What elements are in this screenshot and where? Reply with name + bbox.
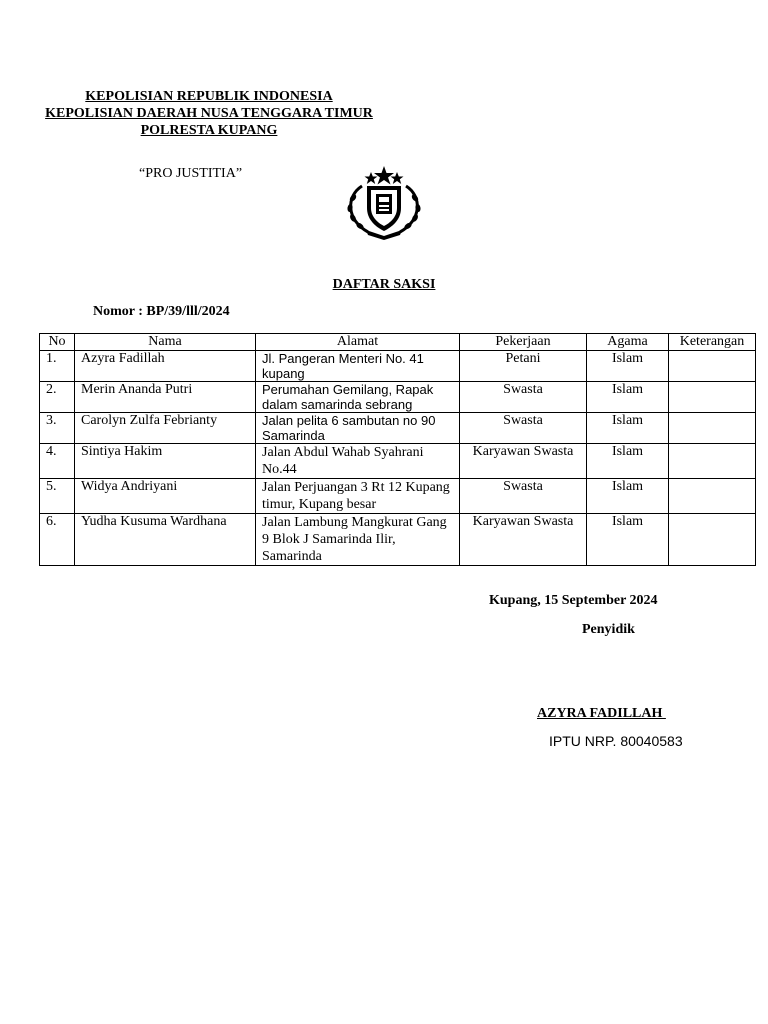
cell-pekerjaan: Swasta: [460, 382, 587, 413]
signatory-name: AZYRA FADILLAH: [537, 706, 666, 721]
table-row: [40, 479, 756, 514]
column-header-pekerjaan: Pekerjaan: [460, 334, 587, 351]
cell-pekerjaan: Karyawan Swasta: [460, 514, 587, 566]
cell-alamat: Jalan Lambung Mangkurat Gang 9 Blok J Samarinda Ilir, Samarinda: [256, 514, 460, 566]
cell-pekerjaan: Petani: [460, 351, 587, 382]
cell-pekerjaan: Karyawan Swasta: [460, 444, 587, 479]
cell-keterangan: [669, 514, 756, 566]
cell-agama: Islam: [587, 382, 669, 413]
cell-agama: Islam: [587, 514, 669, 566]
column-header-keterangan: Keterangan: [669, 334, 756, 351]
cell-no: 1.: [40, 351, 75, 382]
witness-table: [39, 333, 756, 566]
cell-alamat: Jalan Perjuangan 3 Rt 12 Kupang timur, Kupang besar: [256, 479, 460, 514]
cell-keterangan: [669, 413, 756, 444]
cell-nama: Merin Ananda Putri: [75, 382, 256, 413]
header-line-3: POLRESTA KUPANG: [140, 123, 278, 138]
cell-nama: Widya Andriyani: [75, 479, 256, 514]
signatory-rank: IPTU NRP. 80040583: [549, 733, 683, 749]
column-header-alamat: Alamat: [256, 334, 460, 351]
cell-keterangan: [669, 351, 756, 382]
table-header-row: [40, 334, 756, 351]
column-header-no: No: [40, 334, 75, 351]
cell-keterangan: [669, 444, 756, 479]
cell-nama: Yudha Kusuma Wardhana: [75, 514, 256, 566]
cell-nama: Carolyn Zulfa Febrianty: [75, 413, 256, 444]
cell-pekerjaan: Swasta: [460, 479, 587, 514]
cell-no: 3.: [40, 413, 75, 444]
header-line-2: KEPOLISIAN DAERAH NUSA TENGGARA TIMUR: [45, 106, 373, 121]
cell-agama: Islam: [587, 351, 669, 382]
cell-alamat: Jalan Abdul Wahab Syahrani No.44: [256, 444, 460, 479]
table-row: [40, 413, 756, 444]
table-row: [40, 351, 756, 382]
cell-no: 2.: [40, 382, 75, 413]
cell-keterangan: [669, 479, 756, 514]
column-header-agama: Agama: [587, 334, 669, 351]
cell-nama: Sintiya Hakim: [75, 444, 256, 479]
document-number: Nomor : BP/39/lll/2024: [93, 304, 230, 319]
cell-no: 5.: [40, 479, 75, 514]
cell-keterangan: [669, 382, 756, 413]
signature-place-date: Kupang, 15 September 2024: [489, 593, 658, 608]
table-row: [40, 444, 756, 479]
table-row: [40, 382, 756, 413]
cell-agama: Islam: [587, 444, 669, 479]
cell-no: 4.: [40, 444, 75, 479]
cell-agama: Islam: [587, 413, 669, 444]
document-title: DAFTAR SAKSI: [332, 277, 436, 292]
column-header-nama: Nama: [75, 334, 256, 351]
pro-justitia-label: “PRO JUSTITIA”: [139, 166, 243, 181]
cell-agama: Islam: [587, 479, 669, 514]
cell-pekerjaan: Swasta: [460, 413, 587, 444]
police-emblem-icon: [336, 164, 432, 240]
cell-alamat: Perumahan Gemilang, Rapak dalam samarinda sebrang: [256, 382, 460, 413]
table-row: [40, 514, 756, 566]
cell-alamat: Jl. Pangeran Menteri No. 41 kupang: [256, 351, 460, 382]
cell-no: 6.: [40, 514, 75, 566]
header-line-1: KEPOLISIAN REPUBLIK INDONESIA: [85, 89, 333, 104]
cell-nama: Azyra Fadillah: [75, 351, 256, 382]
cell-alamat: Jalan pelita 6 sambutan no 90 Samarinda: [256, 413, 460, 444]
signature-role: Penyidik: [582, 622, 635, 637]
